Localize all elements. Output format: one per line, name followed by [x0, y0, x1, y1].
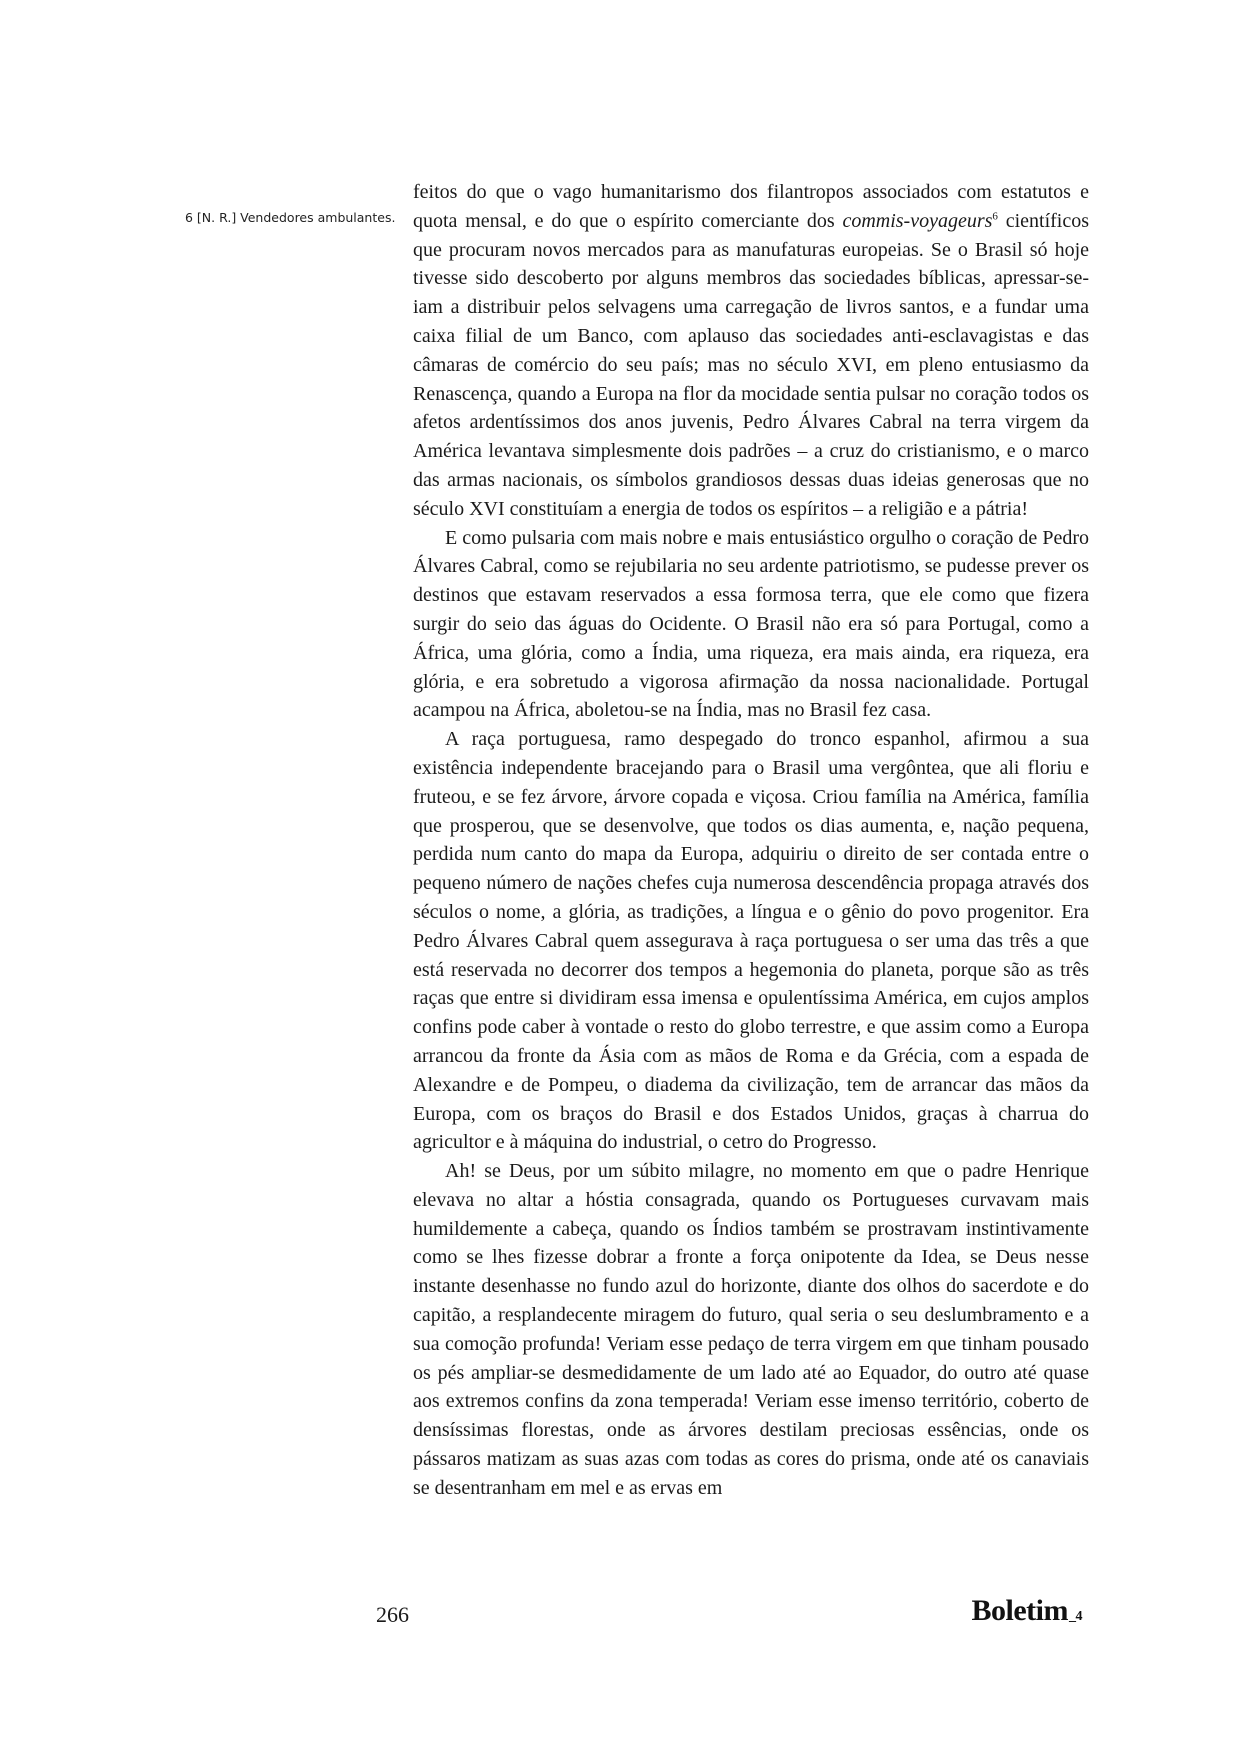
- paragraph-4: Ah! se Deus, por um súbito milagre, no momento em que o padre Henrique elevava no altar a hóstia consagrada, quando os Portugueses curvavam mais humildemente a cabeça, quando os Índios também se prostravam instintivamente como se lhes fizesse dobrar a fronte a força onipotente da Idea, se Deus nesse instante desenhasse no fundo azul do horizonte, diante dos olhos do sacerdote e do capitão, a resplandecente miragem do futuro, qual seria o seu deslumbramento e a sua comoção profunda! Veriam esse pedaço de terra virgem em que tinham pousado os pés ampliar-se desmedidamente de um lado até ao Equador, do outro até quase aos extremos confins da zona temperada! Veriam esse imenso território, coberto de densíssimas florestas, onde as árvores destilam preciosas essências, onde os pássaros matizam as suas azas com todas as cores do prisma, onde até os canaviais se desentranham em mel e as ervas em: [413, 1160, 1089, 1499]
- publication-name: Boletim: [971, 1594, 1068, 1627]
- issue-number: _4: [1069, 1609, 1082, 1624]
- paragraph-3: A raça portuguesa, ramo despegado do tronco espanhol, afirmou a sua existência independente bracejando para o Brasil uma vergôntea, que ali floriu e fruteou, e se fez árvore, árvore copada e viçosa. Criou família na América, família que prosperou, que se desenvolve, que todos os dias aumenta, e, nação pequena, perdida num canto do mapa da Europa, adquiriu o direito de ser contada entre o pequeno número de nações chefes cuja numerosa descendência propaga através dos séculos o nome, a glória, as tradições, a língua e o gênio do povo progenitor. Era Pedro Álvares Cabral quem assegurava à raça portuguesa o ser uma das três a que está reservada no decorrer dos tempos a hegemonia do planeta, porque são as três raças que entre si dividiram essa imensa e opulentíssima América, em cujos amplos confins pode caber à vontade o resto do globo terrestre, e que assim como a Europa arrancou da fronte da Ásia com as mãos de Roma e da Grécia, com a espada de Alexandre e de Pompeu, o diadema da civilização, tem de arrancar das mãos da Europa, com os braços do Brasil e dos Estados Unidos, graças à charrua do agricultor e à máquina do industrial, o cetro do Progresso.: [413, 728, 1089, 1154]
- paragraph-2: E como pulsaria com mais nobre e mais entusiástico orgulho o coração de Pedro Álvares Cabral, como se rejubilaria no seu ardente patriotismo, se pudesse prever os destinos que estavam reservados a essa formosa terra, que ele como que fizera surgir do seio das águas do Ocidente. O Brasil não era só para Portugal, como a África, uma glória, como a Índia, uma riqueza, era mais ainda, era riqueza, era glória, e era sobretudo a vigorosa afirmação da nossa nacionalidade. Portugal acampou na África, aboletou-se na Índia, mas no Brasil fez casa.: [413, 526, 1089, 722]
- italic-term: commis-voyageurs: [842, 209, 993, 232]
- margin-footnote: 6 [N. R.] Vendedores ambulantes.: [185, 210, 396, 225]
- paragraph-1-rest: científicos que procuram novos mercados para as manufaturas europeias. Se o Brasil só hoje tivesse sido descoberto por alguns membros das sociedades bíblicas, apressar-se-iam a distribuir pelos selvagens uma carregação de livros santos, e a fundar uma caixa filial de um Banco, com aplauso das sociedades anti-esclavagistas e das câmaras de comércio do seu país; mas no século XVI, em pleno entusiasmo da Renascença, quando a Europa na flor da mocidade sentia pulsar no coração todos os afetos ardentíssimos dos anos juvenis, Pedro Álvares Cabral na terra virgem da América levantava simplesmente dois padrões – a cruz do cristianismo, e o marco das armas nacionais, os símbolos grandiosos dessas duas ideias generosas que no século XVI constituíam a energia de todos os espíritos – a religião e a pátria!: [413, 209, 1089, 520]
- paragraph-1: [413, 178, 1089, 524]
- page-number: 266: [376, 1602, 409, 1627]
- publication-logo: [972, 1594, 1082, 1628]
- footnote-reference[interactable]: 6: [992, 210, 998, 223]
- paragraph-1-start: feitos do que o vago humanitarismo dos filantropos associados com estatutos e quota mensal, e do que o espírito comerciante dos: [413, 181, 1089, 232]
- body-text: [413, 178, 1089, 1503]
